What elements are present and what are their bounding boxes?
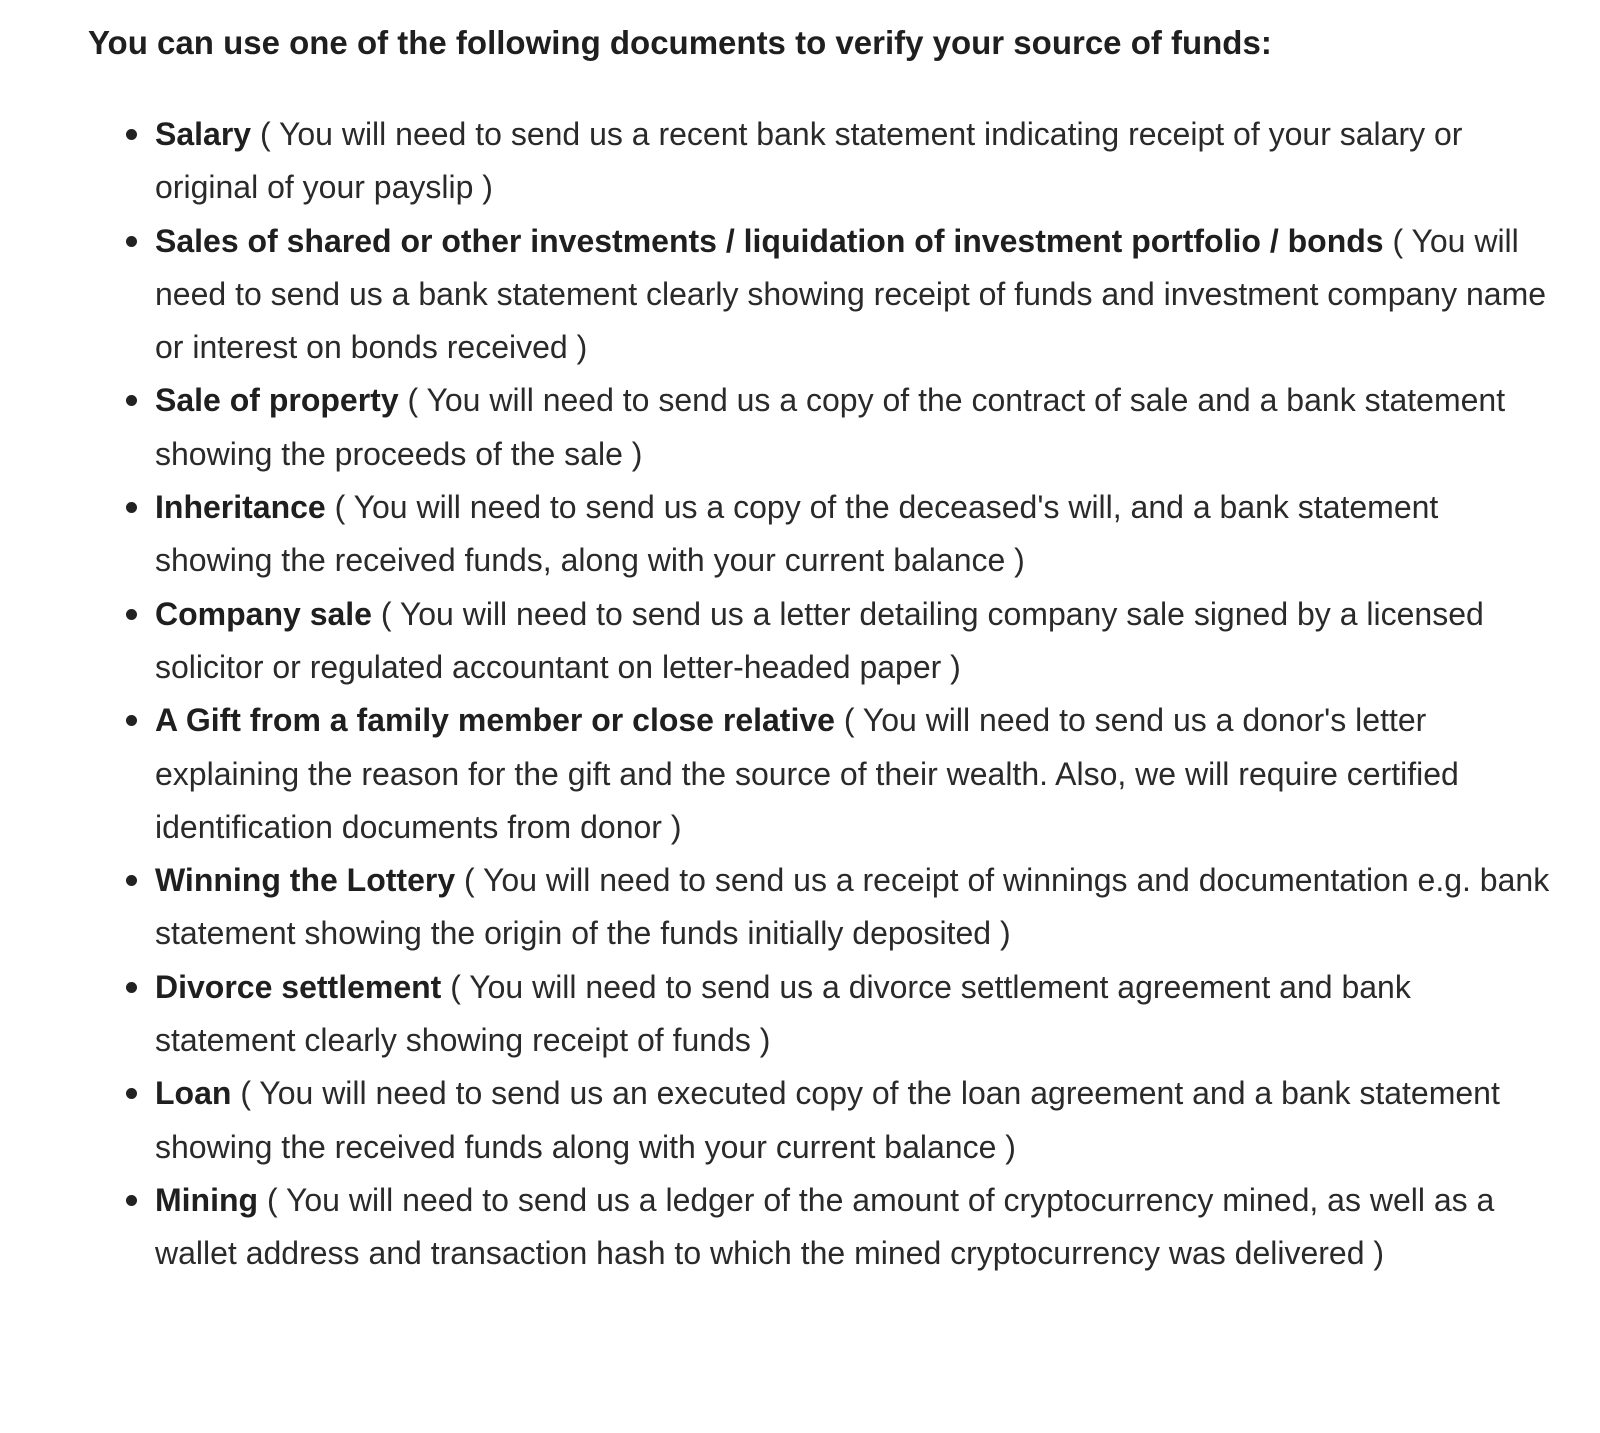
item-detail: ( You will need to send us a donor's letter explaining the reason for the gift and the source of their wealth. Also, we will require certified identification documents from donor ) <box>155 702 1459 845</box>
list-item <box>88 1174 1558 1281</box>
list-item <box>88 374 1558 481</box>
list-item <box>88 588 1558 695</box>
list-item <box>88 694 1558 854</box>
item-detail: ( You will need to send us a divorce settlement agreement and bank statement clearly showing receipt of funds ) <box>155 968 1411 1059</box>
item-detail: ( You will need to send us an executed copy of the loan agreement and a bank statement showing the received funds along with your current balance ) <box>155 1075 1500 1165</box>
bullet-icon <box>126 1195 137 1206</box>
list-item <box>88 215 1558 375</box>
bullet-icon <box>126 129 137 140</box>
bullet-icon <box>126 236 137 247</box>
list-item <box>88 481 1558 588</box>
item-title: Salary <box>155 116 252 152</box>
bullet-icon <box>126 502 137 513</box>
item-title: A Gift from a family member or close relative <box>155 702 835 739</box>
item-title: Divorce settlement <box>155 968 442 1005</box>
document-page <box>88 20 1558 1281</box>
bullet-icon <box>126 875 137 886</box>
item-title: Company sale <box>155 595 372 632</box>
list-item <box>88 108 1558 215</box>
item-title: Inheritance <box>155 489 326 526</box>
item-detail: ( You will need to send us a recent bank statement indicating receipt of your salary or original of your payslip ) <box>155 116 1463 206</box>
item-title: Sale of property <box>155 382 399 419</box>
item-detail: ( You will need to send us a letter detailing company sale signed by a licensed solicitor or regulated accountant on letter-headed paper ) <box>155 595 1484 685</box>
bullet-icon <box>126 395 137 406</box>
item-title: Winning the Lottery <box>155 862 456 899</box>
list-item <box>88 961 1558 1068</box>
bullet-icon <box>126 715 137 726</box>
item-detail: ( You will need to send us a bank statement clearly showing receipt of funds and investment company name or interest on bonds received ) <box>155 222 1547 366</box>
item-title: Mining <box>155 1181 259 1218</box>
bullet-icon <box>126 982 137 993</box>
bullet-icon <box>126 1088 137 1099</box>
item-detail: ( You will need to send us a copy of the deceased's will, and a bank statement showing the received funds, along with your current balance ) <box>155 489 1439 579</box>
item-title: Sales of shared or other investments / liquidation of investment portfolio / bonds <box>155 222 1384 259</box>
bullet-icon <box>126 609 137 620</box>
intro-heading: You can use one of the following documents to verify your source of funds: <box>88 24 1272 61</box>
item-detail: ( You will need to send us a copy of the contract of sale and a bank statement showing the proceeds of the sale ) <box>155 382 1506 472</box>
list-item <box>88 1067 1558 1174</box>
funds-document-list <box>88 108 1558 1281</box>
item-detail: ( You will need to send us a receipt of winnings and documentation e.g. bank statement showing the origin of the funds initially deposited ) <box>155 862 1550 952</box>
item-detail: ( You will need to send us a ledger of the amount of cryptocurrency mined, as well as a wallet address and transaction hash to which the mined cryptocurrency was delivered ) <box>155 1181 1495 1272</box>
list-item <box>88 854 1558 961</box>
item-title: Loan <box>155 1075 232 1112</box>
